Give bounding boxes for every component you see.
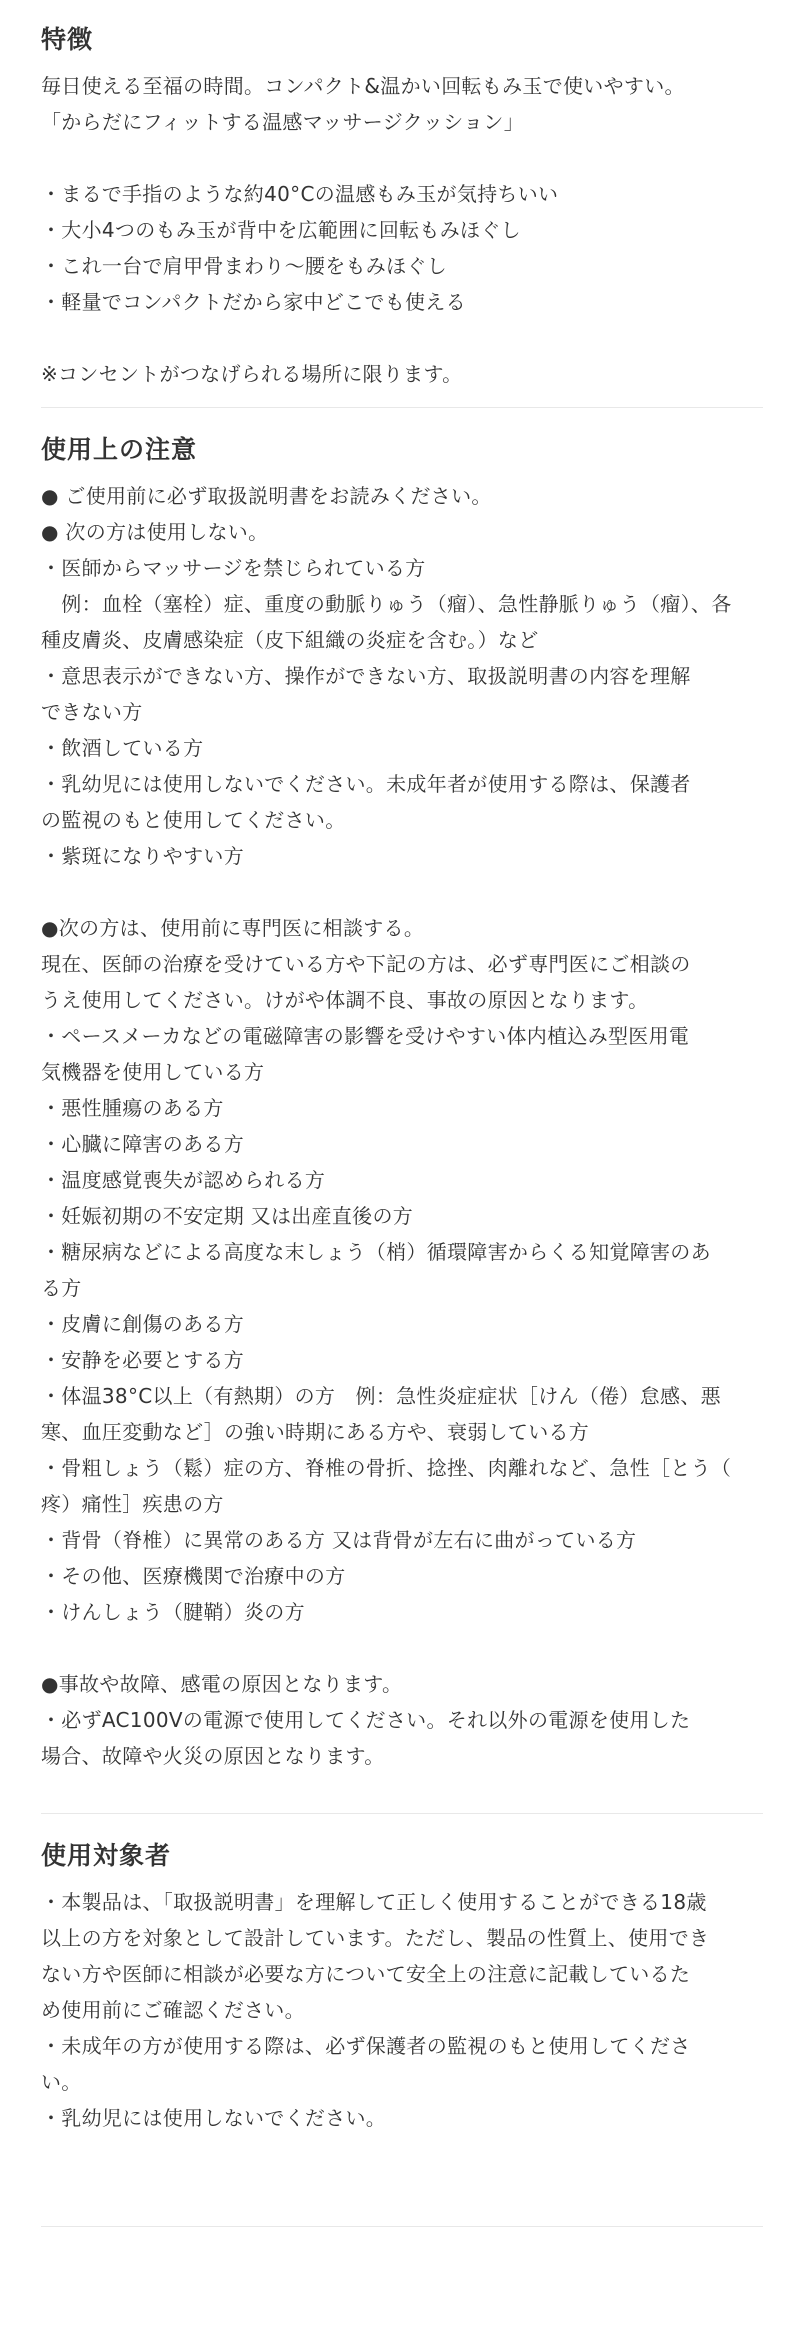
precautions-line: できない方 xyxy=(41,700,143,724)
precautions-line: ・必ずAC100Vの電源で使用してください。それ以外の電源を使用した xyxy=(41,1708,691,1732)
precautions-line: ・その他、医療機関で治療中の方 xyxy=(41,1564,346,1588)
precautions-line: る方 xyxy=(41,1276,82,1300)
precautions-line: 種皮膚炎、皮膚感染症（皮下組織の炎症を含む。）など xyxy=(41,628,539,652)
precautions-line: ・飲酒している方 xyxy=(41,736,204,760)
precautions-line: ・背骨（脊椎）に異常のある方 又は背骨が左右に曲がっている方 xyxy=(41,1528,637,1552)
precautions-line: 現在、医師の治療を受けている方や下記の方は、必ず専門医にご相談の xyxy=(41,952,691,976)
precautions-line: ・体温38°C以上（有熱期）の方 例：急性炎症症状［けん（倦）怠感、悪 xyxy=(41,1384,721,1408)
features-section xyxy=(41,24,763,392)
precautions-line: ・妊娠初期の不安定期 又は出産直後の方 xyxy=(41,1204,414,1228)
section-divider xyxy=(41,1813,763,1814)
features-line xyxy=(41,320,763,356)
precautions-line: ・心臓に障害のある方 xyxy=(41,1132,244,1156)
features-line: 「からだにフィットする温感マッサージクッション」 xyxy=(41,110,524,134)
precautions-line: の監視のもと使用してください。 xyxy=(41,808,346,832)
precautions-line: ・けんしょう（腱鞘）炎の方 xyxy=(41,1600,305,1624)
precautions-line: ●次の方は、使用前に専門医に相談する。 xyxy=(41,916,425,940)
precautions-heading: 使用上の注意 xyxy=(41,435,198,464)
target-users-line: ・未成年の方が使用する際は、必ず保護者の監視のもと使用してくださ xyxy=(41,2034,691,2058)
target-users-body xyxy=(41,1884,763,2136)
target-users-line: 以上の方を対象として設計しています。ただし、製品の性質上、使用でき xyxy=(41,1926,710,1950)
precautions-section xyxy=(41,434,763,1774)
precautions-line: ・意思表示ができない方、操作ができない方、取扱説明書の内容を理解 xyxy=(41,664,691,688)
features-body xyxy=(41,68,763,392)
precautions-body xyxy=(41,478,763,1774)
target-users-heading: 使用対象者 xyxy=(41,1841,172,1870)
precautions-line xyxy=(41,874,763,910)
precautions-line: ・医師からマッサージを禁じられている方 xyxy=(41,556,426,580)
target-users-line: め使用前にご確認ください。 xyxy=(41,1998,305,2022)
features-heading: 特徴 xyxy=(41,25,94,54)
precautions-line: 気機器を使用している方 xyxy=(41,1060,265,1084)
precautions-line: ・温度感覚喪失が認められる方 xyxy=(41,1168,326,1192)
features-line: 毎日使える至福の時間。コンパクト&温かい回転もみ玉で使いやすい。 xyxy=(41,74,685,98)
precautions-line: ●事故や故障、感電の原因となります。 xyxy=(41,1672,403,1696)
precautions-line: ・糖尿病などによる高度な末しょう（梢）循環障害からくる知覚障害のあ xyxy=(41,1240,711,1264)
precautions-line: ・ペースメーカなどの電磁障害の影響を受けやすい体内植込み型医用電 xyxy=(41,1024,690,1048)
precautions-line: ・皮膚に創傷のある方 xyxy=(41,1312,244,1336)
features-line xyxy=(41,140,763,176)
target-users-line: ・本製品は、「取扱説明書」を理解して正しく使用することができる18歳 xyxy=(41,1890,707,1914)
precautions-line: ・悪性腫瘍のある方 xyxy=(41,1096,224,1120)
precautions-line: 例：血栓（塞栓）症、重度の動脈りゅう（瘤）、急性静脈りゅう（瘤）、各 xyxy=(41,592,732,616)
precautions-line: うえ使用してください。けがや体調不良、事故の原因となります。 xyxy=(41,988,649,1012)
precautions-line: ・骨粗しょう（鬆）症の方、脊椎の骨折、捻挫、肉離れなど、急性［とう（ xyxy=(41,1456,732,1480)
section-divider xyxy=(41,2226,763,2227)
target-users-line: ・乳幼児には使用しないでください。 xyxy=(41,2106,387,2130)
features-line: ・軽量でコンパクトだから家中どこでも使える xyxy=(41,290,466,314)
features-line: ・まるで手指のような約40°Cの温感もみ玉が気持ちいい xyxy=(41,182,559,206)
features-line: ・これ一台で肩甲骨まわり～腰をもみほぐし xyxy=(41,254,447,278)
target-users-line: い。 xyxy=(41,2070,82,2094)
precautions-line: ・安静を必要とする方 xyxy=(41,1348,244,1372)
section-divider xyxy=(41,407,763,408)
precautions-line: ● ご使用前に必ず取扱説明書をお読みください。 xyxy=(41,484,492,508)
features-line: ※コンセントがつなげられる場所に限ります。 xyxy=(41,362,463,386)
precautions-line: ● 次の方は使用しない。 xyxy=(41,520,269,544)
precautions-line: 場合、故障や火災の原因となります。 xyxy=(41,1744,385,1768)
precautions-line xyxy=(41,1630,763,1666)
features-line: ・大小4つのもみ玉が背中を広範囲に回転もみほぐし xyxy=(41,218,521,242)
precautions-line: ・乳幼児には使用しないでください。未成年者が使用する際は、保護者 xyxy=(41,772,691,796)
precautions-line: ・紫斑になりやすい方 xyxy=(41,844,244,868)
precautions-line: 疼）痛性］疾患の方 xyxy=(41,1492,224,1516)
target-users-section xyxy=(41,1840,763,2136)
precautions-line: 寒、血圧変動など］の強い時期にある方や、衰弱している方 xyxy=(41,1420,590,1444)
target-users-line: ない方や医師に相談が必要な方について安全上の注意に記載しているた xyxy=(41,1962,691,1986)
